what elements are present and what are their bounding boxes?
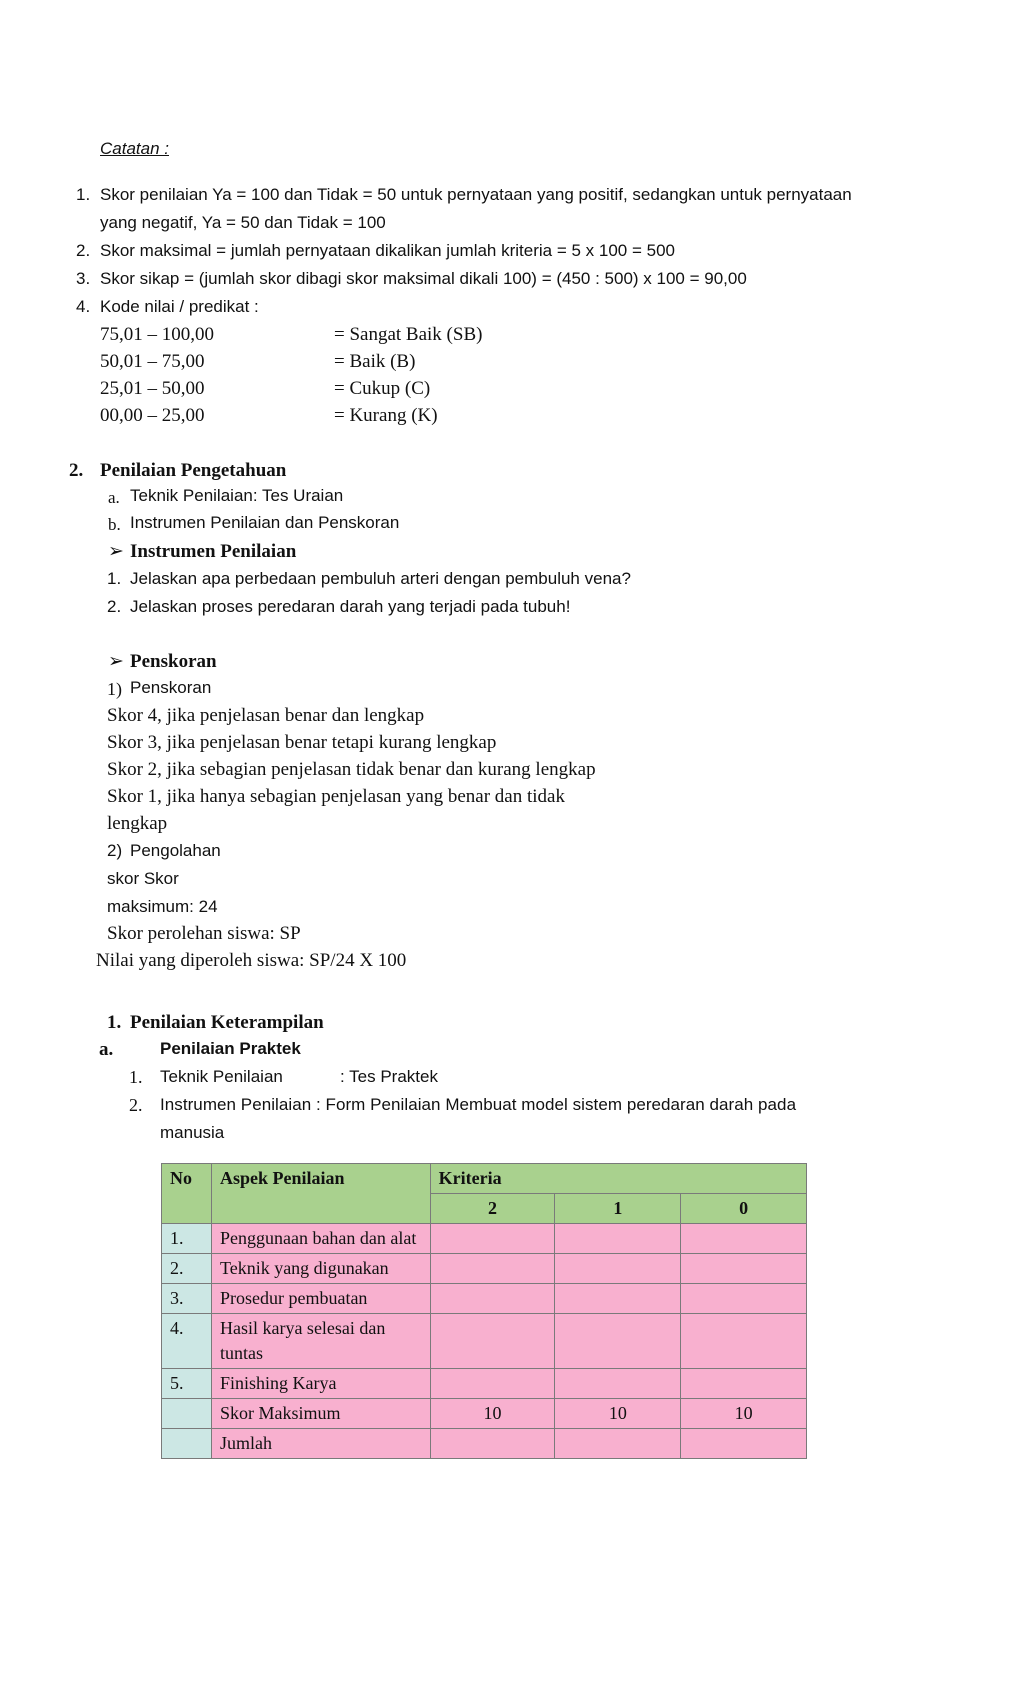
sub-num: 1) (107, 679, 122, 699)
jumlah-cell (430, 1429, 555, 1459)
row-no: 1. (162, 1224, 212, 1254)
score-cell (430, 1254, 555, 1284)
catatan-item-text: Skor maksimal = jumlah pernyataan dikalikan jumlah kriteria = 5 x 100 = 500 (100, 241, 675, 260)
header-kriteria-0: 0 (681, 1194, 807, 1224)
instrumen-penskoran-text: Instrumen Penilaian dan Penskoran (130, 513, 400, 532)
jumlah-row (162, 1429, 807, 1459)
row-no: 2. (162, 1254, 212, 1284)
skor-maksimum-row (162, 1399, 807, 1429)
skor-rule: Skor 2, jika sebagian penjelasan tidak benar dan kurang lengkap (107, 759, 596, 780)
sub-title: Pengolahan (130, 841, 221, 860)
score-cell (555, 1284, 681, 1314)
table-row (162, 1314, 807, 1369)
predikat-range: 50,01 – 75,00 (100, 351, 205, 372)
table-row (162, 1369, 807, 1399)
jumlah-cell (555, 1429, 681, 1459)
score-cell (555, 1369, 681, 1399)
section-title: Penilaian Keterampilan (130, 1012, 324, 1033)
predikat-label: = Baik (B) (334, 351, 416, 372)
list-letter: b. (108, 515, 121, 534)
list-num: 2. (129, 1095, 143, 1115)
question-num: 2. (107, 597, 122, 616)
arrow-bullet-icon: ➢ (108, 541, 124, 562)
header-aspek: Aspek Penilaian (211, 1164, 430, 1224)
row-no: 4. (162, 1314, 212, 1369)
table-row (162, 1224, 807, 1254)
instrumen-text: Instrumen Penilaian : Form Penilaian Membuat model sistem peredaran darah pada (160, 1095, 797, 1114)
score-cell (555, 1254, 681, 1284)
list-letter: a. (108, 488, 120, 507)
score-cell (430, 1224, 555, 1254)
score-cell (681, 1369, 807, 1399)
teknik-value: : Tes Praktek (340, 1067, 438, 1086)
predikat-range: 00,00 – 25,00 (100, 405, 205, 426)
catatan-item-num: 1. (76, 185, 91, 204)
list-letter: a. (99, 1039, 114, 1060)
score-cell (430, 1314, 555, 1369)
question-text: Jelaskan apa perbedaan pembuluh arteri dengan pembuluh vena? (130, 569, 631, 588)
header-no: No (162, 1164, 212, 1224)
catatan-item-num: 4. (76, 297, 91, 316)
jumlah-cell (681, 1429, 807, 1459)
catatan-item-text: Kode nilai / predikat : (100, 297, 259, 316)
skor-rule: Skor 1, jika hanya sebagian penjelasan yang benar dan tidak (107, 786, 565, 807)
catatan-title: Catatan : (100, 139, 169, 158)
instrumen-text-cont: manusia (160, 1123, 225, 1142)
predikat-label: = Kurang (K) (334, 405, 438, 426)
sub-title: Penskoran (130, 678, 212, 697)
list-num: 1. (129, 1067, 143, 1087)
skor-maksimum-0: 10 (681, 1399, 807, 1429)
praktek-title: Penilaian Praktek (160, 1039, 301, 1058)
skor-rule: Skor 3, jika penjelasan benar tetapi kurang lengkap (107, 732, 497, 753)
skor-maksimum-label: Skor Maksimum (211, 1399, 430, 1429)
skor-maksimum-1: 10 (555, 1399, 681, 1429)
row-no: 5. (162, 1369, 212, 1399)
score-cell (430, 1284, 555, 1314)
pengolahan-text: skor Skor (107, 869, 179, 888)
skor-maksimum-2: 10 (430, 1399, 555, 1429)
header-kriteria-1: 1 (555, 1194, 681, 1224)
row-aspek: Teknik yang digunakan (211, 1254, 430, 1284)
skor-rule-cont: lengkap (107, 813, 168, 834)
score-cell (555, 1224, 681, 1254)
header-kriteria: Kriteria (430, 1164, 806, 1194)
header-kriteria-2: 2 (430, 1194, 555, 1224)
predikat-range: 25,01 – 50,00 (100, 378, 205, 399)
section-number: 1. (107, 1012, 122, 1033)
nilai-formula: Nilai yang diperoleh siswa: SP/24 X 100 (96, 950, 407, 971)
score-cell (430, 1369, 555, 1399)
question-text: Jelaskan proses peredaran darah yang terjadi pada tubuh! (130, 597, 571, 616)
score-cell (681, 1224, 807, 1254)
penskoran-title: Penskoran (130, 651, 217, 672)
teknik-penilaian-text: Teknik Penilaian: Tes Uraian (130, 486, 344, 505)
score-cell (681, 1284, 807, 1314)
teknik-label: Teknik Penilaian (160, 1067, 283, 1086)
section-title: Penilaian Pengetahuan (100, 460, 287, 481)
sub-num: 2) (107, 841, 123, 860)
predikat-label: = Cukup (C) (334, 378, 431, 399)
jumlah-label: Jumlah (211, 1429, 430, 1459)
score-cell (681, 1314, 807, 1369)
row-aspek: Penggunaan bahan dan alat (211, 1224, 430, 1254)
skor-rule: Skor 4, jika penjelasan benar dan lengkap (107, 705, 425, 726)
catatan-item-num: 3. (76, 269, 91, 288)
row-no (162, 1399, 212, 1429)
predikat-range: 75,01 – 100,00 (100, 324, 214, 345)
table-row (162, 1284, 807, 1314)
arrow-bullet-icon: ➢ (108, 651, 124, 672)
row-no (162, 1429, 212, 1459)
predikat-label: = Sangat Baik (SB) (334, 324, 483, 345)
row-no: 3. (162, 1284, 212, 1314)
score-cell (681, 1254, 807, 1284)
question-num: 1. (107, 569, 122, 588)
penilaian-table (161, 1163, 807, 1459)
row-aspek: Prosedur pembuatan (211, 1284, 430, 1314)
catatan-item-text: Skor sikap = (jumlah skor dibagi skor maksimal dikali 100) = (450 : 500) x 100 = 90,00 (100, 269, 747, 288)
catatan-item-num: 2. (76, 241, 91, 260)
catatan-item-text: Skor penilaian Ya = 100 dan Tidak = 50 untuk pernyataan yang positif, sedangkan untuk pernyataan (100, 185, 852, 204)
table-row (162, 1254, 807, 1284)
score-cell (555, 1314, 681, 1369)
section-number: 2. (69, 460, 84, 481)
instrumen-title: Instrumen Penilaian (130, 541, 297, 562)
row-aspek: Finishing Karya (211, 1369, 430, 1399)
pengolahan-text: maksimum: 24 (107, 897, 218, 916)
row-aspek: Hasil karya selesai dan tuntas (211, 1314, 430, 1369)
catatan-item-text-cont: yang negatif, Ya = 50 dan Tidak = 100 (100, 213, 386, 232)
pengolahan-text: Skor perolehan siswa: SP (107, 923, 301, 944)
